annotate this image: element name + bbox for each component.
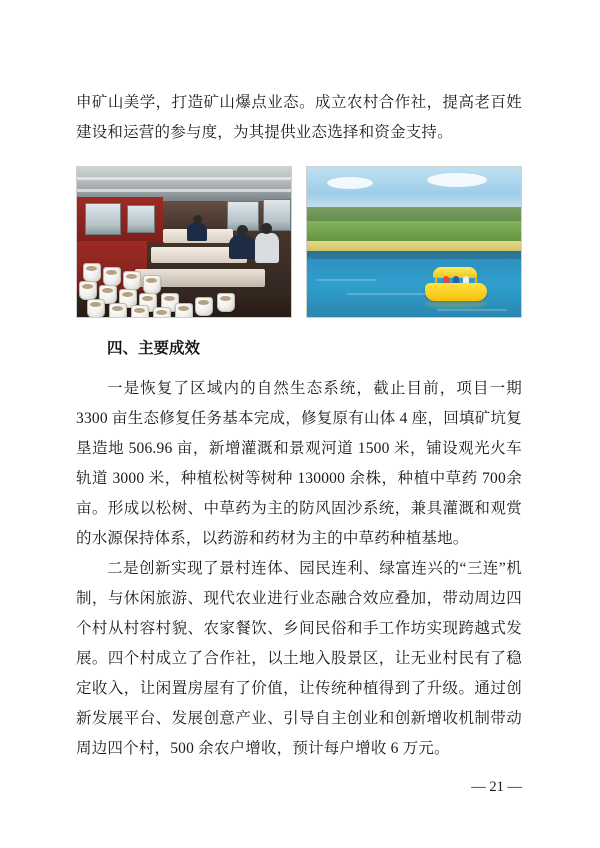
ceiling-light-strip [77,177,291,180]
tea-cup [103,267,121,286]
tea-cup [123,271,141,290]
paragraph-intro: 申矿山美学，打造矿山爆点业态。成立农村合作社，提高老百姓建设和运营的参与度，为其提供业态选择和资金支持。 [76,94,522,141]
tea-cup [79,281,97,300]
cloud [327,177,373,189]
tea-cup [83,263,101,282]
train-window [85,203,121,235]
ceiling-light-strip [77,189,291,192]
paragraph-achievement-2: 二是创新实现了景村连体、园民连利、绿富连兴的“三连”机制，与休闲旅游、现代农业进行业态融合效应叠加，带动周边四个村从村容村貌、农家餐饮、乡间民俗和手工作坊实现跨越式发展。四个村成立了合作社，以土地入股景区，让无业村民有了稳定收入，让闲置房屋有了价值，让传统种植得到了升级。通过创新发展平台、发展创意产业、引导自主创业和创新增收机制带动周边四个村，500 余农户增收，预计每户增收 6 万元。 [76,560,522,757]
water-ripple [347,293,427,295]
train-ceiling [77,167,291,201]
tea-cup [87,299,105,318]
page-number: — 21 — [471,779,522,795]
tea-cup [175,303,193,318]
tea-cup [195,297,213,316]
water-ripple [317,279,377,281]
water-ripple [437,309,507,311]
sky [307,167,521,211]
section-heading: 四、主要成效 [107,340,201,357]
spacer [76,364,522,374]
tea-cup [217,293,235,312]
green-field-band [307,221,521,243]
page-content [76,88,522,764]
train-window [127,205,155,233]
tea-cup [153,307,171,318]
image-row [76,166,522,318]
person-seated [229,235,255,259]
lake-pedal-boat-photo [306,166,522,318]
person-seated [187,223,207,241]
train-dining-car-photo [76,166,292,318]
paragraph-achievement-1: 一是恢复了区域内的自然生态系统，截止目前，项目一期3300 亩生态修复任务基本完成，修复原有山体 4 座，回填矿坑复垦造地 506.96 亩，新增灌溉和景观河道 1500 米，铺设观光火车轨道 3000 米，种植松树等树种 130000 余株，种植中草药 700余亩。形成以松树、中草药为主的防风固沙系统，兼具灌溉和观赏的水源保持体系，以药游和药材为主的中草药种植基地。 [76,380,522,547]
tea-cup [109,303,127,318]
tea-cup [143,275,161,294]
tea-cup [131,305,149,318]
cloud [427,173,487,187]
boat-hull [425,283,487,301]
pedal-boat [425,267,487,301]
person-head [261,223,272,234]
